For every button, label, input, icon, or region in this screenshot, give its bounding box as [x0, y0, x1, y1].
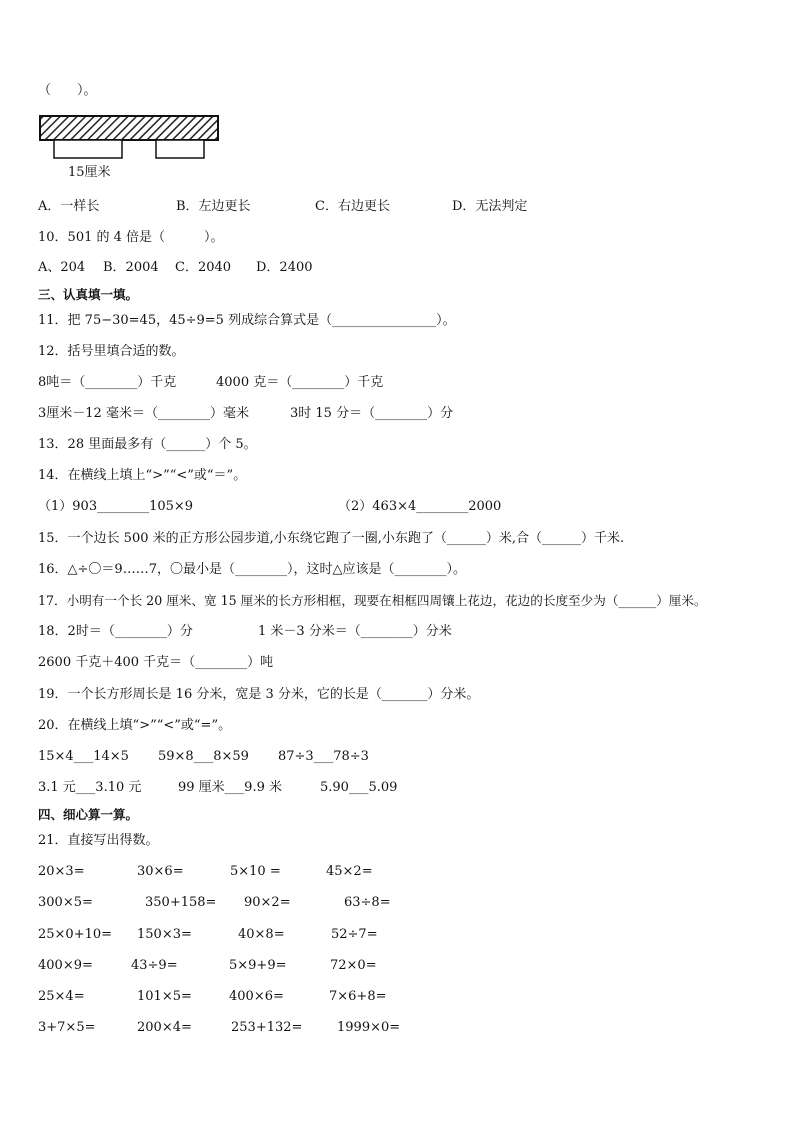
q12-item-2b: 3时 15 分＝（________）分 [290, 406, 454, 421]
q20-item: 15×4___14×5 [38, 749, 129, 764]
q21-problem: 7×6+8= [329, 989, 387, 1004]
q20-item: 5.90___5.09 [320, 780, 398, 795]
q12-item-1a: 8吨＝（________）千克 [38, 375, 177, 390]
q10-option-a[interactable]: A、204 [38, 260, 86, 275]
q21-problem: 150×3= [137, 927, 192, 942]
q21-problem: 350+158= [145, 895, 217, 910]
q21-problem: 40×8= [238, 927, 285, 942]
q21-problem: 5×10 = [230, 864, 281, 879]
figure-length-label: 15厘米 [68, 165, 111, 180]
q18-item-b: 1 米－3 分米＝（________）分米 [258, 624, 452, 639]
q20-stem: 20．在横线上填“>”“<”或“=”。 [38, 718, 232, 733]
q14-item-2: （2）463×4________2000 [338, 499, 502, 514]
q9-stem-tail: （ ）。 [38, 83, 97, 98]
q21-problem: 72×0= [330, 958, 377, 973]
q18-item-c: 2600 千克＋400 千克＝（________）吨 [38, 655, 274, 670]
q12-item-2a: 3厘米－12 毫米＝（________）毫米 [38, 406, 249, 421]
q18-item-a: 18．2时＝（________）分 [38, 624, 193, 639]
q21-problem: 253+132= [231, 1020, 303, 1035]
q10-option-c[interactable]: C．2040 [175, 260, 232, 275]
q20-item: 87÷3___78÷3 [278, 749, 369, 764]
q9-figure-diagram [38, 112, 228, 182]
q20-item: 3.1 元___3.10 元 [38, 780, 142, 795]
q21-problem: 300×5= [38, 895, 93, 910]
q21-problem: 200×4= [137, 1020, 192, 1035]
section-3-heading: 三、认真填一填。 [38, 287, 139, 302]
q10-option-d[interactable]: D．2400 [256, 260, 313, 275]
q21-problem: 1999×0= [337, 1020, 401, 1035]
q21-problem: 25×0+10= [38, 927, 113, 942]
q20-item: 59×8___8×59 [158, 749, 249, 764]
q11: 11．把 75−30=45，45÷9=5 列成综合算式是（________________）。 [38, 313, 456, 328]
q21-problem: 52÷7= [331, 927, 378, 942]
q15: 15．一个边长 500 米的正方形公园步道,小东绕它跑了一圈,小东跑了（______）米,合（______）千米. [38, 531, 625, 546]
left-rectangle [54, 140, 122, 158]
q21-problem: 101×5= [137, 989, 192, 1004]
q14-stem: 14．在横线上填上“>”“<”或“＝”。 [38, 468, 247, 483]
q16: 16．△÷〇＝9……7，〇最小是（________），这时△应该是（________）。 [38, 562, 466, 577]
q21-problem: 63÷8= [344, 895, 391, 910]
q21-problem: 400×6= [229, 989, 284, 1004]
q19: 19．一个长方形周长是 16 分米，宽是 3 分米，它的长是（_______）分米。 [38, 687, 480, 702]
q21-problem: 90×2= [244, 895, 291, 910]
q9-option-c[interactable]: C．右边更长 [315, 199, 390, 214]
q21-problem: 45×2= [326, 864, 373, 879]
q9-option-a[interactable]: A．一样长 [38, 199, 100, 214]
section-4-heading: 四、细心算一算。 [38, 807, 139, 822]
q13: 13．28 里面最多有（______）个 5。 [38, 437, 257, 452]
hatched-bar [40, 116, 218, 140]
q21-problem: 5×9+9= [229, 958, 287, 973]
q20-item: 99 厘米___9.9 米 [178, 780, 282, 795]
q9-option-d[interactable]: D．无法判定 [452, 199, 528, 214]
q21-problem: 20×3= [38, 864, 85, 879]
q17: 17．小明有一个长 20 厘米、宽 15 厘米的长方形相框，现要在相框四周镶上花边，花边的长度至少为（______）厘米。 [38, 593, 707, 608]
q21-problem: 25×4= [38, 989, 85, 1004]
right-rectangle [156, 140, 204, 158]
q21-problem: 43÷9= [131, 958, 178, 973]
q21-problem: 3+7×5= [38, 1020, 96, 1035]
q21-stem: 21．直接写出得数。 [38, 833, 159, 848]
q10-stem: 10．501 的 4 倍是（ ）。 [38, 230, 224, 245]
q21-problem: 30×6= [137, 864, 184, 879]
q12-item-1b: 4000 克＝（________）千克 [216, 375, 384, 390]
q12-stem: 12．括号里填合适的数。 [38, 344, 185, 359]
q21-problem: 400×9= [38, 958, 93, 973]
q9-option-b[interactable]: B．左边更长 [176, 199, 251, 214]
q14-item-1: （1）903________105×9 [38, 499, 194, 514]
q10-option-b[interactable]: B．2004 [103, 260, 159, 275]
